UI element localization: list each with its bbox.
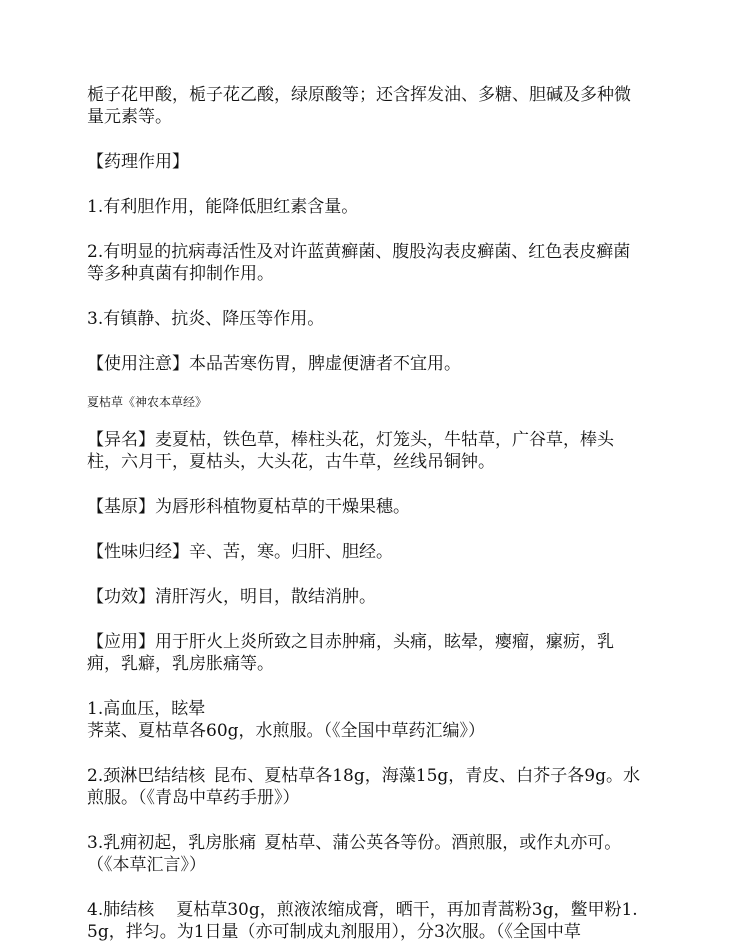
pharmacology-item-3: 3.有镇静、抗炎、降压等作用。: [87, 309, 325, 329]
prescription-4-indication: 4.肺结核: [87, 900, 155, 920]
paragraph-nature-meridian: 【性味归经】辛、苦，寒。归肝、胆经。: [87, 542, 393, 562]
paragraph-origin: 【基原】为唇形科植物夏枯草的干燥果穗。: [87, 497, 410, 517]
paragraph-constituents: 栀子花甲酸，栀子花乙酸，绿原酸等；还含挥发油、多糖、胆碱及多种微量元素等。: [87, 85, 631, 127]
prescription-1-formula: 荠菜、夏枯草各60g，水煎服。（《全国中草药汇编》）: [87, 721, 486, 741]
prescription-3-indication: 3.乳痈初起，乳房胀痛: [87, 833, 257, 853]
prescription-2-formula: 昆布、夏枯草各18g，海藻15g，青皮、白芥子各9g。水煎服。（《青岛中草药手册》）: [87, 766, 640, 808]
prescription-4: [87, 899, 647, 943]
prescription-1-indication: 1.高血压，眩晕: [87, 699, 206, 719]
pharmacology-item-1: 1.有利胆作用，能降低胆红素含量。: [87, 197, 359, 217]
paragraph-precautions: 【使用注意】本品苦寒伤胃，脾虚便溏者不宜用。: [87, 354, 461, 374]
prescription-2-indication: 2.颈淋巴结结核: [87, 766, 206, 786]
pharmacology-item-2: 2.有明显的抗病毒活性及对许蓝黄癣菌、腹股沟表皮癣菌、红色表皮癣菌等多种真菌有抑制作用。: [87, 242, 631, 284]
herb-title: 夏枯草《神农本草经》: [87, 395, 208, 409]
prescription-3-formula: 夏枯草、蒲公英各等份。酒煎服，或作丸亦可。（《本草汇言》）: [87, 833, 622, 875]
prescription-2: [87, 765, 647, 809]
paragraph-application: 【应用】用于肝火上炎所致之目赤肿痛，头痛，眩晕，瘿瘤，瘰疬，乳痈，乳癖，乳房胀痛等。: [87, 632, 614, 674]
paragraph-alias: 【异名】麦夏枯，铁色草，棒柱头花，灯笼头，牛牯草，广谷草，棒头柱，六月干，夏枯头，大头花，古牛草，丝线吊铜钟。: [87, 430, 614, 472]
prescription-4-formula: 夏枯草30g，煎液浓缩成膏，晒干，再加青蒿粉3g，鳖甲粉1.5g，拌匀。为1日量（亦可制成丸剂服用），分3次服。（《全国中草: [87, 900, 638, 942]
paragraph-efficacy: 【功效】清肝泻火，明目，散结消肿。: [87, 587, 376, 607]
document-page: [87, 84, 647, 943]
prescription-3: [87, 832, 647, 876]
prescription-1: [87, 698, 647, 742]
heading-pharmacology: 【药理作用】: [87, 152, 189, 172]
